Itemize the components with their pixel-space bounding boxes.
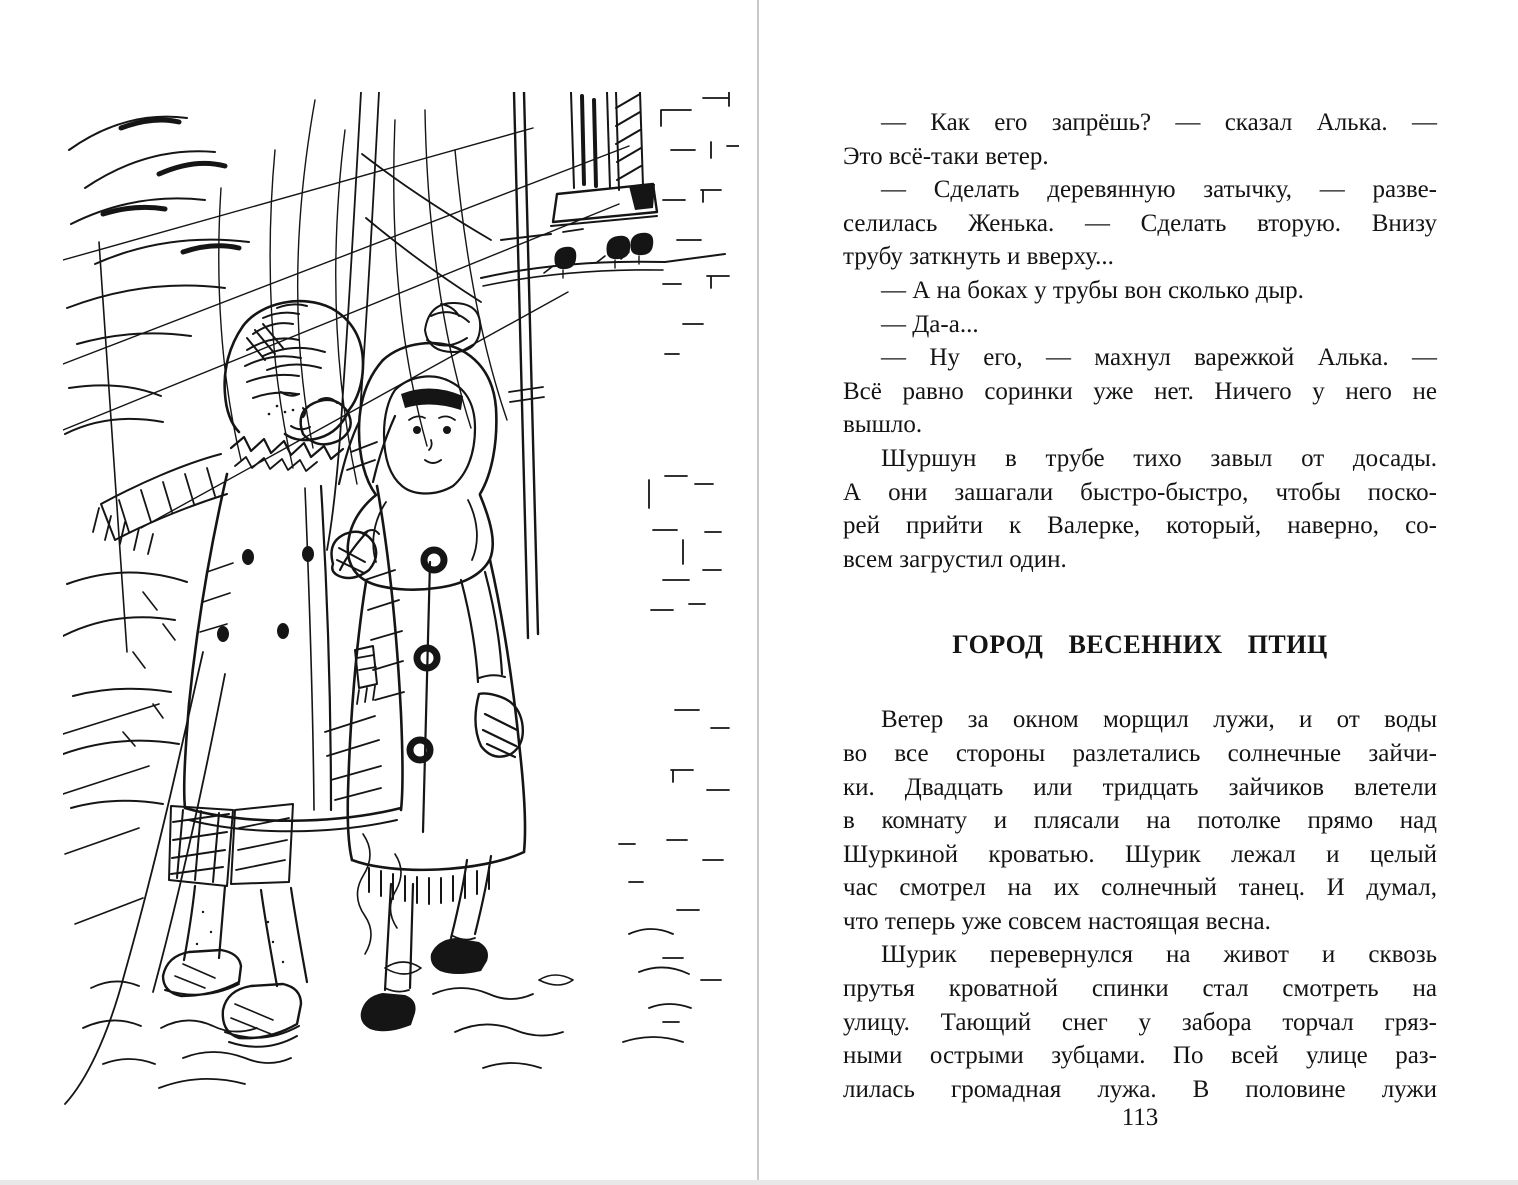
- paragraph: [843, 106, 1437, 173]
- text-line: Шуршун в трубе тихо завыл от досады.: [881, 444, 1437, 472]
- text-line: прутья кроватной спинки стал смотреть на: [843, 975, 1437, 1003]
- building-window-icon: [551, 92, 657, 232]
- paragraph: [843, 308, 1437, 342]
- page-spine-divider: [757, 0, 759, 1185]
- text-line: — А на боках у трубы вон сколько дыр.: [881, 276, 1304, 304]
- text-line: трубу заткнуть и вверху...: [843, 243, 1114, 271]
- paragraph: [843, 274, 1437, 308]
- text-line: лилась громадная лужа. В половине лужи: [843, 1075, 1437, 1103]
- text-line: что теперь уже совсем настоящая весна.: [843, 907, 1271, 935]
- book-illustration: [63, 92, 739, 1108]
- text-line: в комнату и плясали на потолке прямо над: [843, 807, 1437, 835]
- girl-figure: [332, 303, 525, 1031]
- text-line: Шурик перевернулся на живот и сквозь: [881, 941, 1437, 969]
- paragraph: [843, 703, 1437, 938]
- page-number: 113: [1121, 1104, 1159, 1131]
- text-line: всем загрустил один.: [843, 545, 1067, 573]
- text-line: Шуркиной кроватью. Шурик лежал и целый: [843, 840, 1437, 868]
- text-line: улицу. Тающий снег у забора торчал гряз-: [843, 1008, 1437, 1036]
- text-line: — Как его запрёшь? — сказал Алька. —: [881, 109, 1437, 136]
- text-line: — Сделать деревянную затычку, — разве-: [881, 176, 1437, 204]
- text-line: Всё равно соринки уже нет. Ничего у него не: [843, 377, 1437, 405]
- text-line: Это всё-таки ветер.: [843, 142, 1049, 170]
- text-line: вышло.: [843, 411, 923, 439]
- chapter-heading: ГОРОД ВЕСЕННИХ ПТИЦ: [952, 630, 1328, 660]
- ground-puddles-icon: [63, 652, 691, 1104]
- text-line: рей прийти к Валерке, который, наверно, со-: [843, 512, 1437, 540]
- bare-tree-icon: [219, 92, 507, 550]
- text-line: селилась Женька. — Сделать вторую. Внизу: [843, 209, 1437, 237]
- paragraph: [843, 173, 1437, 274]
- text-column: [843, 106, 1437, 1106]
- paragraph: [843, 341, 1437, 442]
- text-line: — Ну его, — махнул варежкой Алька. —: [881, 344, 1437, 372]
- utility-pole-icon: [501, 92, 551, 638]
- paragraph: [843, 938, 1437, 1106]
- text-line: — Да-а...: [881, 310, 979, 338]
- text-line: ными острыми зубцами. По всей улице раз-: [843, 1042, 1437, 1070]
- text-line: Ветер за окном морщил лужи, и от воды: [881, 706, 1437, 734]
- power-lines-icon: [63, 128, 629, 528]
- brick-wall-icon: [619, 92, 739, 1022]
- text-after-heading: [843, 703, 1437, 1106]
- text-before-heading: [843, 106, 1437, 576]
- text-line: во все стороны разлетались солнечные зайчи-: [843, 739, 1437, 767]
- paragraph: [843, 442, 1437, 576]
- text-line: ки. Двадцать или тридцать зайчиков влетели: [843, 773, 1437, 801]
- bottom-edge: [0, 1180, 1518, 1185]
- text-line: А они зашагали быстро-быстро, чтобы поско-: [843, 478, 1437, 506]
- left-page: [63, 92, 739, 1108]
- text-line: час смотрел на их солнечный танец. И думал,: [843, 874, 1437, 902]
